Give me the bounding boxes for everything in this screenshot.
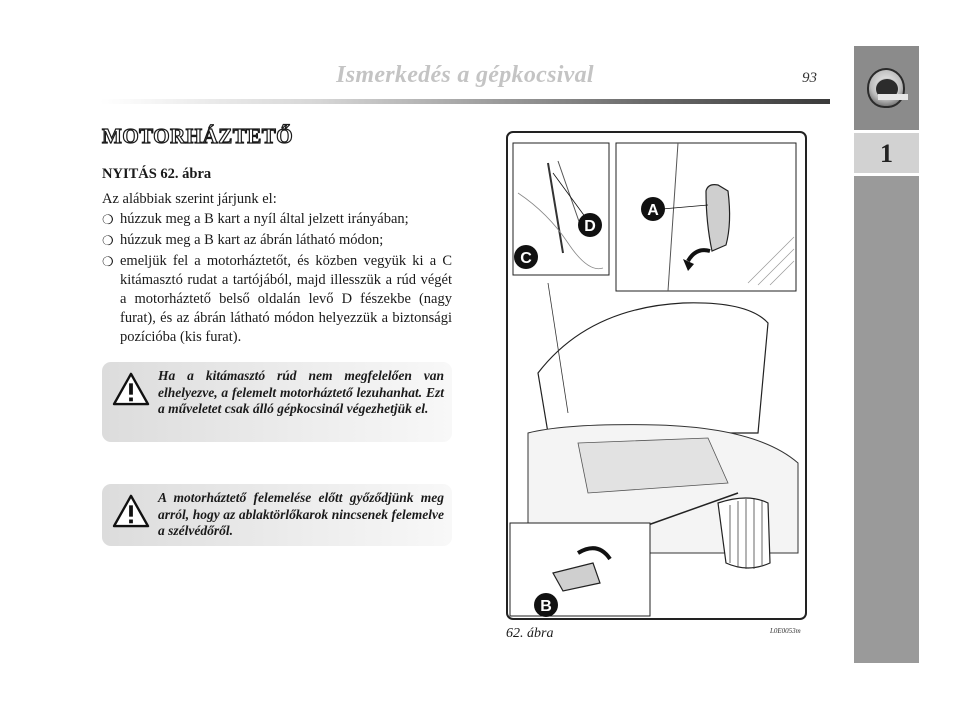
page-number: 93 [802,70,817,86]
header-rule [100,99,830,104]
hood-opening-illustration [508,133,805,618]
release-handle-shape [706,185,730,251]
sidebar-logo-box [854,46,919,133]
instruction-list [102,210,452,349]
warning-box [102,484,452,546]
bullet-circle-icon: ❍ [102,233,114,248]
figure-illustration [506,131,807,620]
warning-triangle-icon [112,372,150,406]
warning-box [102,362,452,442]
callout-c-label: C [520,250,532,267]
inset-release-handle [616,143,796,291]
warning-text: Ha a kitámasztó rúd nem megfelelően van elhelyezve, a felemelt motorháztető lezuhanhat. Ezt a műveletet csak álló gépkocsinál végezhetjük el. [158,368,444,416]
warning-triangle-icon [112,494,150,528]
list-item-text: húzzuk meg a B kart az ábrán látható módon; [120,232,384,248]
list-item-text: emeljük fel a motorháztetőt, és közben vegyük ki a C kitámasztó rudat a tartójából, majd illesszük a rúd végét a motorháztető belső oldalán levő D fészekbe (nagy furat), és az ábrán látható módon helyezzük a biztonsági pozícióba (kis furat). [120,253,452,345]
warning-text: A motorháztető felemelése előtt győződjünk meg arról, hogy az ablaktörlőkarok nincsenek felemelve a szélvédőről. [158,490,444,538]
callout-d-label: D [584,218,596,235]
list-item [102,210,452,229]
raised-hood-shape [538,303,768,433]
section-title: MOTORHÁZTETŐ [102,124,294,148]
bullet-circle-icon: ❍ [102,212,114,227]
list-item-text: húzzuk meg a B kart a nyíl által jelzett irányában; [120,211,409,227]
sidebar-chapter-tab[interactable] [854,133,919,176]
lancia-shield-inner [875,78,899,100]
lancia-shield-icon [867,68,905,108]
list-item [102,231,452,250]
chapter-sidebar [854,46,919,663]
page-header-title: Ismerkedés a gépkocsival [336,62,594,88]
engine-cover-shape [578,438,728,493]
figure-caption: 62. ábra [506,626,554,641]
list-item [102,252,452,347]
callout-b-label: B [540,598,552,615]
chapter-number: 1 [880,139,893,168]
section-subtitle: NYITÁS 62. ábra [102,166,212,182]
figure-code: L0E0053m [770,627,801,635]
intro-text: Az alábbiak szerint járjunk el: [102,191,277,207]
lancia-shield-bar [878,94,908,100]
callout-a-label: A [647,202,659,219]
bullet-circle-icon: ❍ [102,254,114,269]
